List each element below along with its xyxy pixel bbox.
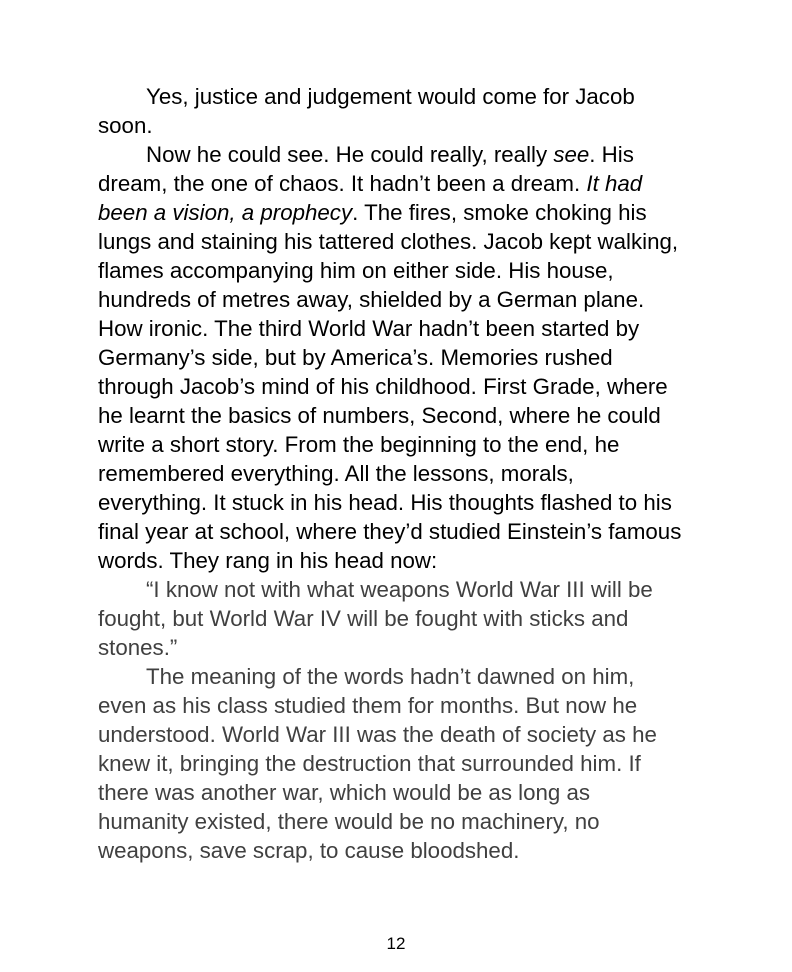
text-run: The meaning of the words hadn’t dawned on him, even as his class studied them for months. But now he understood. World War III was the death of society as he knew it, bringing the destruction that surrounded him. If there was another war, which would be as long as humanity existed, there would be no machinery, no weapons, save scrap, to cause bloodshed.: [98, 664, 657, 863]
emphasis-see: see: [553, 142, 590, 167]
paragraph-justice: [98, 82, 684, 140]
emphasis-prophecy: It had been a vision, a prophecy: [98, 171, 643, 225]
page-body: [98, 82, 684, 865]
text-run: . His dream, the one of chaos. It hadn’t been a dream.: [98, 142, 634, 196]
text-run: . The fires, smoke choking his lungs and staining his tattered clothes. Jacob kept walking, flames accompanying him on either side. His house, hundreds of metres away, shielded by a German plane. How ironic. The third World War hadn’t been started by Germany’s side, but by America’s. Memories rushed through Jacob’s mind of his childhood. First Grade, where he learnt the basics of numbers, Second, where he could write a short story. From the beginning to the end, he remembered everything. All the lessons, morals, everything. It stuck in his head. His thoughts flashed to his final year at school, where they’d studied Einstein’s famous words. They rang in his head now:: [98, 200, 682, 573]
text-run: Now he could see. He could really, really: [146, 142, 554, 167]
paragraph-meaning: [98, 662, 684, 865]
text-run: Yes, justice and judgement would come for Jacob soon.: [98, 84, 635, 138]
quote-text: “I know not with what weapons World War III will be fought, but World War IV will be fought with sticks and stones.”: [98, 577, 653, 660]
paragraph-einstein-quote: [98, 575, 684, 662]
paragraph-vision: [98, 140, 684, 575]
page-number: 12: [386, 934, 406, 953]
